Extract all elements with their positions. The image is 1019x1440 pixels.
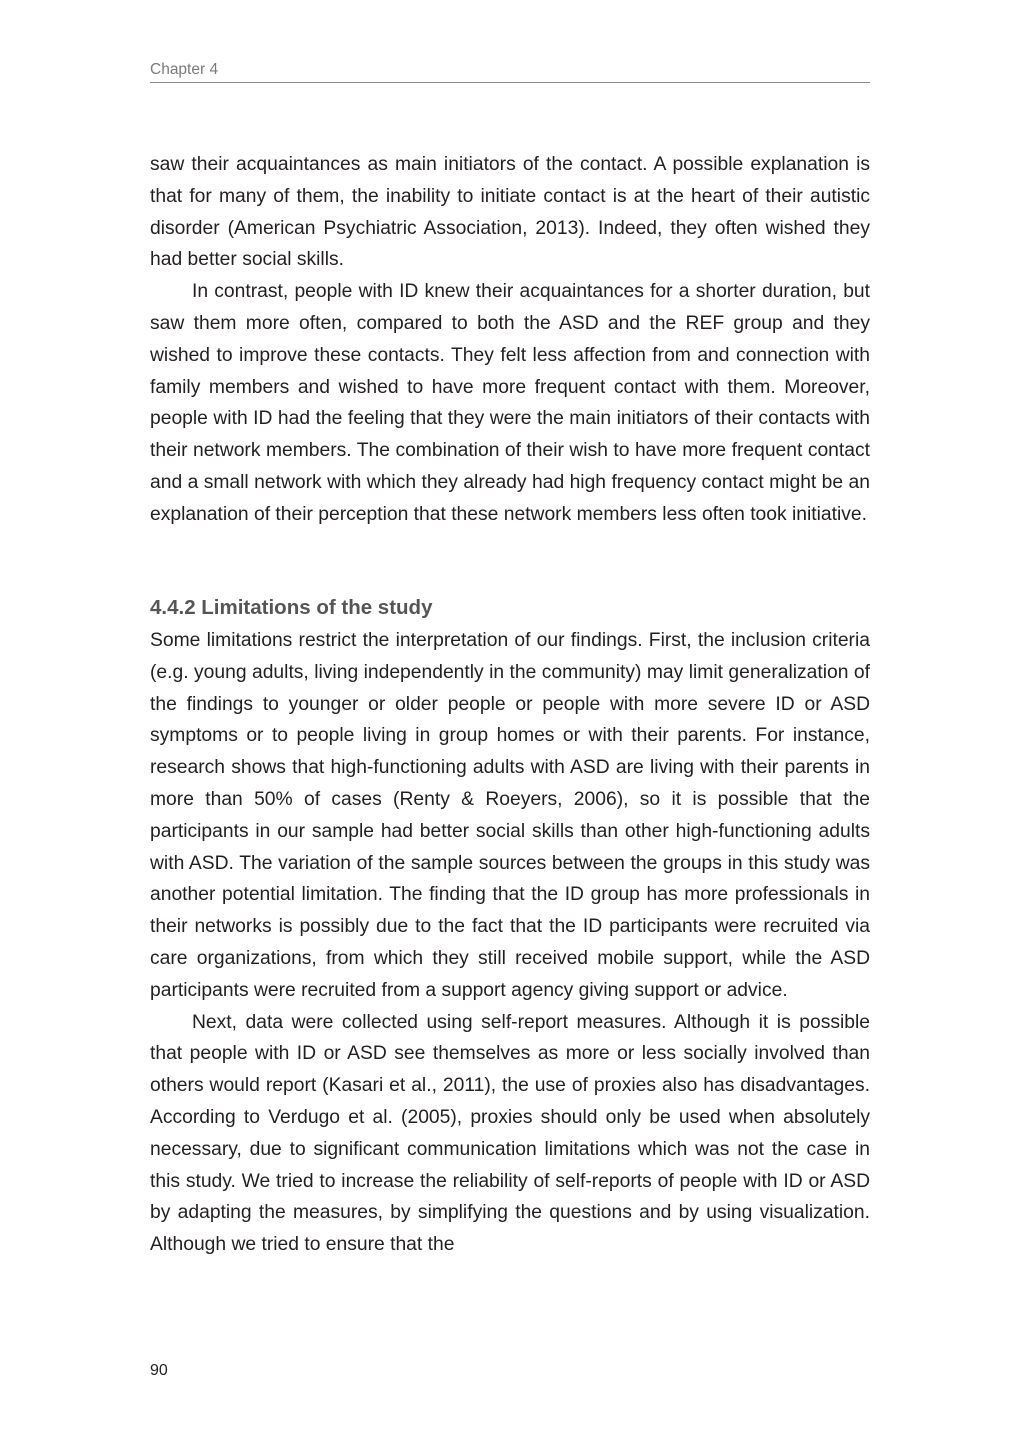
chapter-label: Chapter 4 (150, 61, 219, 78)
running-header (150, 60, 870, 83)
body-text-section (150, 625, 870, 1261)
paragraph: Next, data were collected using self-report measures. Although it is possible that people with ID or ASD see themselves as more or less socially involved than others would report (Kasari et al., 2011), the use of proxies also has disadvantages. According to Verdugo et al. (2005), proxies should only be used when absolutely necessary, due to significant communication limitations which was not the case in this study. We tried to increase the reliability of self-reports of people with ID or ASD by adapting the measures, by simplifying the questions and by using visualization. Although we tried to ensure that the (150, 1011, 870, 1256)
paragraph: saw their acquaintances as main initiators of the contact. A possible explanation is that for many of them, the inability to initiate contact is at the heart of their autistic disorder (American Psychiatric Association, 2013). Indeed, they often wished they had better social skills. (150, 154, 870, 271)
body-text-top (150, 149, 870, 531)
page-number: 90 (150, 1362, 168, 1379)
section-heading: 4.4.2 Limitations of the study (150, 596, 433, 619)
paragraph: Some limitations restrict the interpretation of our findings. First, the inclusion criteria (e.g. young adults, living independently in the community) may limit generalization of the findings to younger or older people or people with more severe ID or ASD symptoms or to people living in group homes or with their parents. For instance, research shows that high-functioning adults with ASD are living with their parents in more than 50% of cases (Renty & Roeyers, 2006), so it is possible that the participants in our sample had better social skills than other high-functioning adults with ASD. The variation of the sample sources between the groups in this study was another potential limitation. The finding that the ID group has more professionals in their networks is possibly due to the fact that the ID participants were recruited via care organizations, from which they still received mobile support, while the ASD participants were recruited from a support agency giving support or advice. (150, 630, 870, 1001)
paragraph: In contrast, people with ID knew their acquaintances for a shorter duration, but saw them more often, compared to both the ASD and the REF group and they wished to improve these contacts. They felt less affection from and connection with family members and wished to have more frequent contact with them. Moreover, people with ID had the feeling that they were the main initiators of their contacts with their network members. The combination of their wish to have more frequent contact and a small network with which they already had high frequency contact might be an explanation of their perception that these network members less often took initiative. (150, 281, 870, 525)
